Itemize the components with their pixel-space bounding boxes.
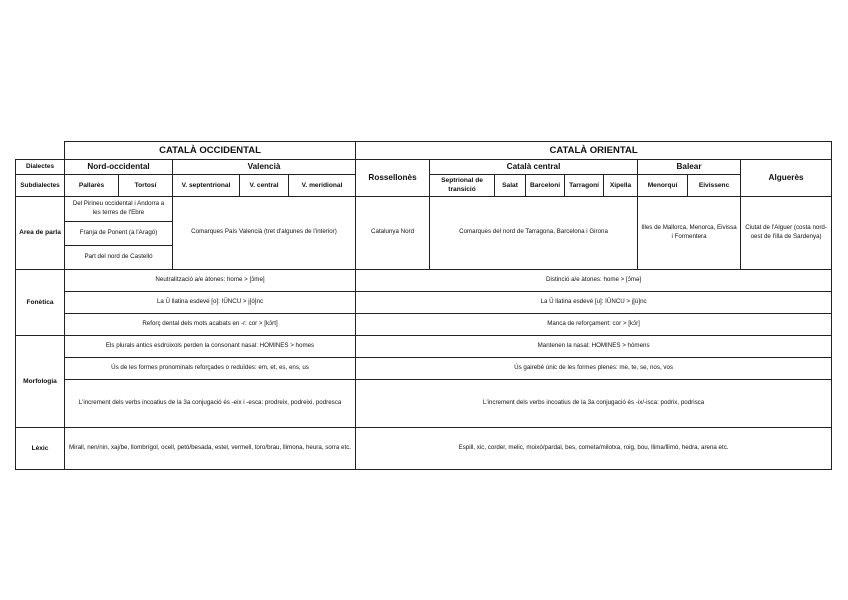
area-alguer: Ciutat de l'Alguer (costa nord-oest de l'illa de Sardenya) xyxy=(741,196,832,269)
lexic-occ: Mirall, nen/nin, xaj/be, llombrígol, ocell, petó/besada, estel, vermell, toro/brau, llimona, heura, sorra etc. xyxy=(65,427,356,469)
morfologia-row-2 xyxy=(16,357,832,379)
v-meridional-header: V. meridional xyxy=(289,174,356,196)
dialectes-label: Dialectes xyxy=(16,160,65,175)
catala-central-header: Català central xyxy=(430,160,638,175)
subdialectes-label: Subdialectes xyxy=(16,174,65,196)
area-pirineu: Del Pirineu occidental i Andorra a les terres de l'Ebre xyxy=(65,196,173,221)
xipella-header: Xipella xyxy=(604,174,638,196)
fonetica-occ-2: La Ŭ llatina esdevé [o]: IŬNCU > j[ó]nc xyxy=(65,291,356,313)
morfologia-row-1 xyxy=(16,335,832,357)
morfologia-occ-1: Els plurals antics esdrúixols perden la consonant nasal: HOMINES > homes xyxy=(65,335,356,357)
fonetica-ori-2: La Ŭ llatina esdevé [u]: IŬNCU > j[ú]nc xyxy=(356,291,832,313)
area-balear: Illes de Mallorca, Menorca, Eivissa i Formentera xyxy=(638,196,741,269)
fonetica-ori-1: Distinció a/e àtones: home > [ɔ́mə] xyxy=(356,269,832,291)
septentrional-transicio-header: Septrional de transició xyxy=(430,174,495,196)
fonetica-label: Fonètica xyxy=(16,269,65,335)
nord-occidental-header: Nord-occidental xyxy=(65,160,173,175)
fonetica-row-3 xyxy=(16,313,832,335)
area-central: Comarques del nord de Tarragona, Barcelona i Girona xyxy=(430,196,638,269)
morfologia-row-3 xyxy=(16,379,832,427)
dialect-table xyxy=(15,141,832,470)
area-row-1 xyxy=(16,196,832,221)
v-septentrional-header: V. septentrional xyxy=(173,174,240,196)
algueres-header: Alguerès xyxy=(741,160,832,197)
morfologia-ori-3: L'increment dels verbs incoatius de la 3a conjugació és -ix/-isca: podrix, podrisca xyxy=(356,379,832,427)
morfologia-ori-1: Mantenen la nasal: HOMINES > hòmens xyxy=(356,335,832,357)
salat-header: Salat xyxy=(495,174,526,196)
fonetica-ori-3: Manca de reforçament: cor > [kɔ́r] xyxy=(356,313,832,335)
menorqui-header: Menorquí xyxy=(638,174,688,196)
header-row-dialects xyxy=(16,160,832,175)
pallares-header: Pallarès xyxy=(65,174,119,196)
fonetica-occ-3: Reforç dental dels mots acabats en -r: cor > [kɔ́rt] xyxy=(65,313,356,335)
area-de-parla-label: Area de parla xyxy=(16,196,65,269)
lexic-ori: Espill, xic, corder, melic, moixó/pardal, bes, cometa/milotxa, roig, bou, llima/llimó, hedra, arena etc. xyxy=(356,427,832,469)
blank-corner xyxy=(16,142,65,160)
catala-occidental-header: CATALÀ OCCIDENTAL xyxy=(65,142,356,160)
fonetica-occ-1: Neutralització a/e àtones: home > [ɔ́me] xyxy=(65,269,356,291)
area-rossello: Catalunya Nord xyxy=(356,196,430,269)
valencia-header: Valencià xyxy=(173,160,356,175)
catala-oriental-header: CATALÀ ORIENTAL xyxy=(356,142,832,160)
morfologia-label: Morfologia xyxy=(16,335,65,427)
v-central-header: V. central xyxy=(240,174,289,196)
fonetica-row-2 xyxy=(16,291,832,313)
balear-header: Balear xyxy=(638,160,741,175)
area-valencia: Comarques País Valencià (tret d'algunes de l'interior) xyxy=(173,196,356,269)
rossellones-header: Rossellonès xyxy=(356,160,430,197)
area-castello: Part del nord de Castelló xyxy=(65,245,173,269)
lexic-label: Lèxic xyxy=(16,427,65,469)
morfologia-ori-2: Ús gairebé únic de les formes plenes: me, te, se, nos, vos xyxy=(356,357,832,379)
eivissenc-header: Eivissenc xyxy=(688,174,741,196)
tarragoni-header: Tarragoní xyxy=(565,174,604,196)
barceloni-header: Barceloní xyxy=(526,174,565,196)
area-franja: Franja de Ponent (a l'Aragó) xyxy=(65,221,173,245)
morfologia-occ-3: L'increment dels verbs incoatius de la 3a conjugació és -eix i -esca: prodreix, podreixi, podresca xyxy=(65,379,356,427)
header-row-families xyxy=(16,142,832,160)
tortosi-header: Tortosí xyxy=(119,174,173,196)
morfologia-occ-2: Ús de les formes pronominals reforçades o reduïdes: em, et, es, ens, us xyxy=(65,357,356,379)
lexic-row xyxy=(16,427,832,469)
fonetica-row-1 xyxy=(16,269,832,291)
